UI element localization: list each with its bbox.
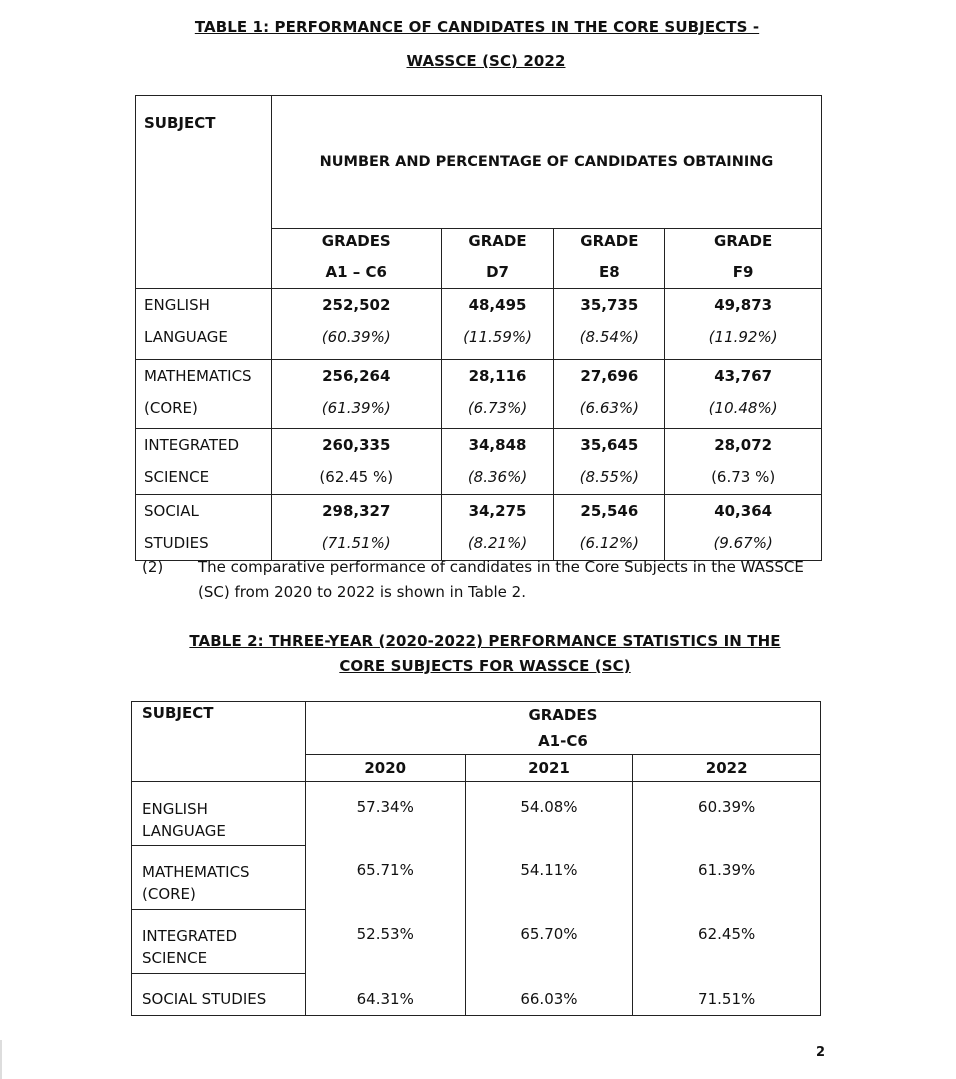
table1-grade-header-f9: GRADE F9 — [665, 229, 822, 289]
table2-subject: ENGLISH LANGUAGE — [132, 782, 306, 846]
table2-year-2022: 2022 — [633, 755, 821, 782]
table1-grade-header-d7: GRADE D7 — [441, 229, 554, 289]
table1-cell: 256,264 (61.39%) — [271, 360, 441, 429]
table2-row — [132, 910, 821, 974]
table2-subject: SOCIAL STUDIES — [132, 974, 306, 1016]
table2-row — [132, 782, 821, 846]
table2-subject: MATHEMATICS (CORE) — [132, 846, 306, 910]
paragraph-text: The comparative performance of candidates in the Core Subjects in the WASSCE (SC) from 2020 to 2022 is shown in Table 2. — [198, 558, 804, 601]
table1 — [135, 95, 822, 561]
table1-cell: 49,873 (11.92%) — [665, 289, 822, 360]
table1-cell: 25,546 (6.12%) — [554, 495, 665, 561]
table1-grade-header-a1c6: GRADES A1 – C6 — [271, 229, 441, 289]
table1-row — [136, 429, 822, 495]
table1-subject: ENGLISH LANGUAGE — [136, 289, 272, 360]
table1-subject: MATHEMATICS (CORE) — [136, 360, 272, 429]
table1-cell: 48,495 (11.59%) — [441, 289, 554, 360]
table1-cell: 252,502 (60.39%) — [271, 289, 441, 360]
table1-group-header: NUMBER AND PERCENTAGE OF CANDIDATES OBTAINING — [271, 96, 821, 229]
table2-year-2021: 2021 — [465, 755, 633, 782]
table1-cell: 34,275 (8.21%) — [441, 495, 554, 561]
table2-cell: 54.11% — [465, 846, 633, 910]
table2-cell: 62.45% — [633, 910, 821, 974]
table2-title-line1: TABLE 2: THREE-YEAR (2020-2022) PERFORMANCE STATISTICS IN THE — [189, 632, 781, 650]
table2-subject-header: SUBJECT — [132, 702, 306, 782]
table1-subject: INTEGRATED SCIENCE — [136, 429, 272, 495]
table2-cell: 64.31% — [305, 974, 465, 1016]
table2-cell: 54.08% — [465, 782, 633, 846]
table1-cell: 260,335 (62.45 %) — [271, 429, 441, 495]
table1-row — [136, 289, 822, 360]
table2-cell: 57.34% — [305, 782, 465, 846]
table2-title-line2: CORE SUBJECTS FOR WASSCE (SC) — [339, 657, 631, 675]
table2-cell: 71.51% — [633, 974, 821, 1016]
table1-cell: 298,327 (71.51%) — [271, 495, 441, 561]
page-number: 2 — [816, 1045, 826, 1060]
table2-cell: 65.70% — [465, 910, 633, 974]
table2-row — [132, 974, 821, 1016]
table1-title-line1: TABLE 1: PERFORMANCE OF CANDIDATES IN THE CORE SUBJECTS - — [194, 18, 760, 36]
table1-subject-header: SUBJECT — [136, 96, 272, 289]
table1-cell: 43,767 (10.48%) — [665, 360, 822, 429]
page-edge-line — [0, 1040, 2, 1079]
table2-cell: 60.39% — [633, 782, 821, 846]
table1-cell: 35,735 (8.54%) — [554, 289, 665, 360]
table1-cell: 27,696 (6.63%) — [554, 360, 665, 429]
table1-cell: 34,848 (8.36%) — [441, 429, 554, 495]
table1-cell: 28,116 (6.73%) — [441, 360, 554, 429]
table2-subject: INTEGRATED SCIENCE — [132, 910, 306, 974]
table2-grades-header: GRADES A1-C6 — [305, 702, 820, 755]
table1-row — [136, 495, 822, 561]
table1-cell: 35,645 (8.55%) — [554, 429, 665, 495]
table1-grade-header-e8: GRADE E8 — [554, 229, 665, 289]
table2-cell: 65.71% — [305, 846, 465, 910]
table1-cell: 28,072 (6.73 %) — [665, 429, 822, 495]
paragraph-marker: (2) — [142, 558, 164, 576]
table2 — [131, 701, 821, 1016]
table2-cell: 52.53% — [305, 910, 465, 974]
table1-row — [136, 360, 822, 429]
table2-cell: 66.03% — [465, 974, 633, 1016]
table2-year-2020: 2020 — [305, 755, 465, 782]
table1-title-line2: WASSCE (SC) 2022 — [406, 52, 566, 70]
table2-row — [132, 846, 821, 910]
table1-subject: SOCIAL STUDIES — [136, 495, 272, 561]
table2-cell: 61.39% — [633, 846, 821, 910]
table1-cell: 40,364 (9.67%) — [665, 495, 822, 561]
